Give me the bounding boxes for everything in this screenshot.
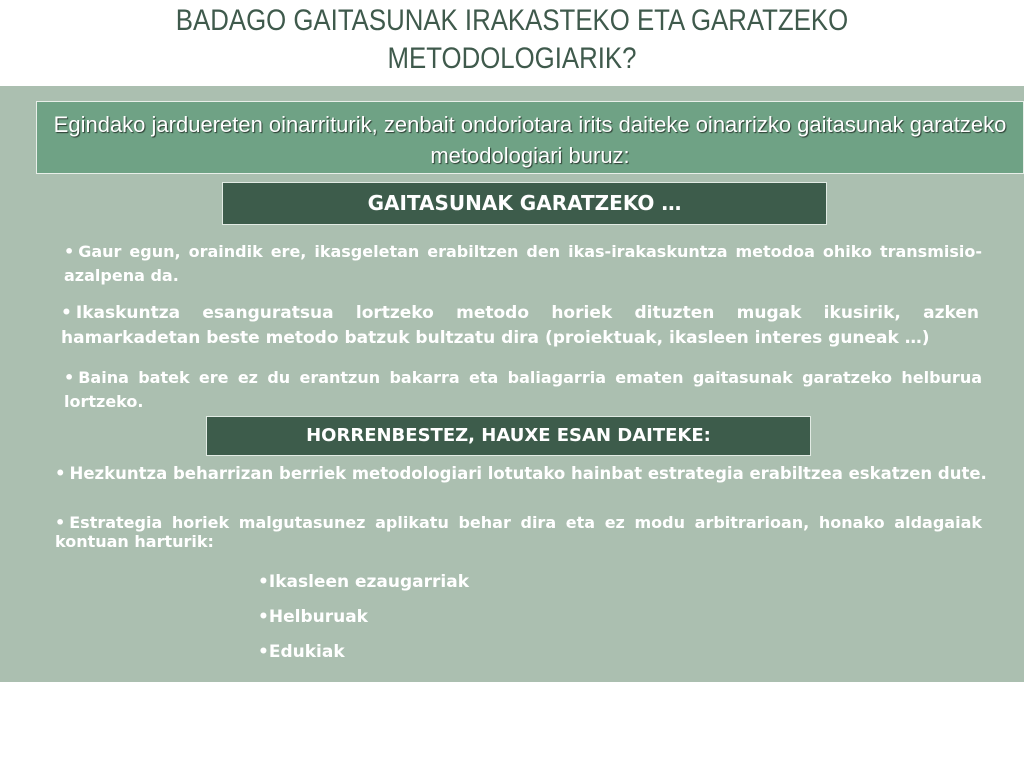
- bullet-dot: •: [55, 513, 66, 532]
- slide-title: [72, 0, 953, 84]
- bullet-dot: •: [64, 242, 75, 261]
- bullet-text: Ikaskuntza esanguratsua lortzeko metodo horiek dituzten mugak ikusirik, azken hamarkadetan beste metodo batzuk bultzatu dira (proiektuak, ikasleen interes guneak …): [61, 303, 979, 348]
- bullet-item: [55, 462, 993, 486]
- sub-item-ikasleen-ezaugarriak: •Ikasleen ezaugarriak: [258, 572, 470, 592]
- intro-text: Egindako jarduereten oinarriturik, zenbait ondoriotara irits daiteke oinarrizko gaitasunak garatzeko metodologiari buruz:: [53, 112, 1007, 168]
- section-heading-gaitasunak: GAITASUNAK GARATZEKO …: [222, 182, 827, 225]
- slide-title-line1: BADAGO GAITASUNAK IRAKASTEKO ETA GARATZEKO: [175, 4, 849, 37]
- bullet-item: [64, 366, 982, 414]
- bullet-text: Gaur egun, oraindik ere, ikasgeletan erabiltzen den ikas-irakaskuntza metodoa ohiko transmisio-azalpena da.: [64, 242, 982, 285]
- bullet-dot: •: [55, 464, 66, 483]
- bullet-item: [55, 513, 982, 551]
- bullet-text: Estrategia horiek malgutasunez aplikatu behar dira eta ez modu arbitrarioan, honako aldagaiak kontuan harturik:: [55, 513, 982, 551]
- bullet-text: Hezkuntza beharrizan berriek metodologiari lotutako hainbat estrategia erabiltzea eskatzen dute.: [69, 464, 987, 483]
- bullet-dot: •: [61, 303, 72, 323]
- bullet-item: [61, 301, 979, 351]
- bullet-dot: •: [64, 368, 75, 387]
- section-heading-horrenbestez: HORRENBESTEZ, HAUXE ESAN DAITEKE:: [206, 416, 811, 456]
- bullet-text: Baina batek ere ez du erantzun bakarra eta baliagarria ematen gaitasunak garatzeko helburua lortzeko.: [64, 368, 982, 411]
- slide-title-line2: METODOLOGIARIK?: [387, 42, 637, 75]
- sub-item-edukiak: •Edukiak: [258, 642, 345, 662]
- bullet-item: [64, 240, 982, 288]
- sub-item-helburuak: •Helburuak: [258, 607, 368, 627]
